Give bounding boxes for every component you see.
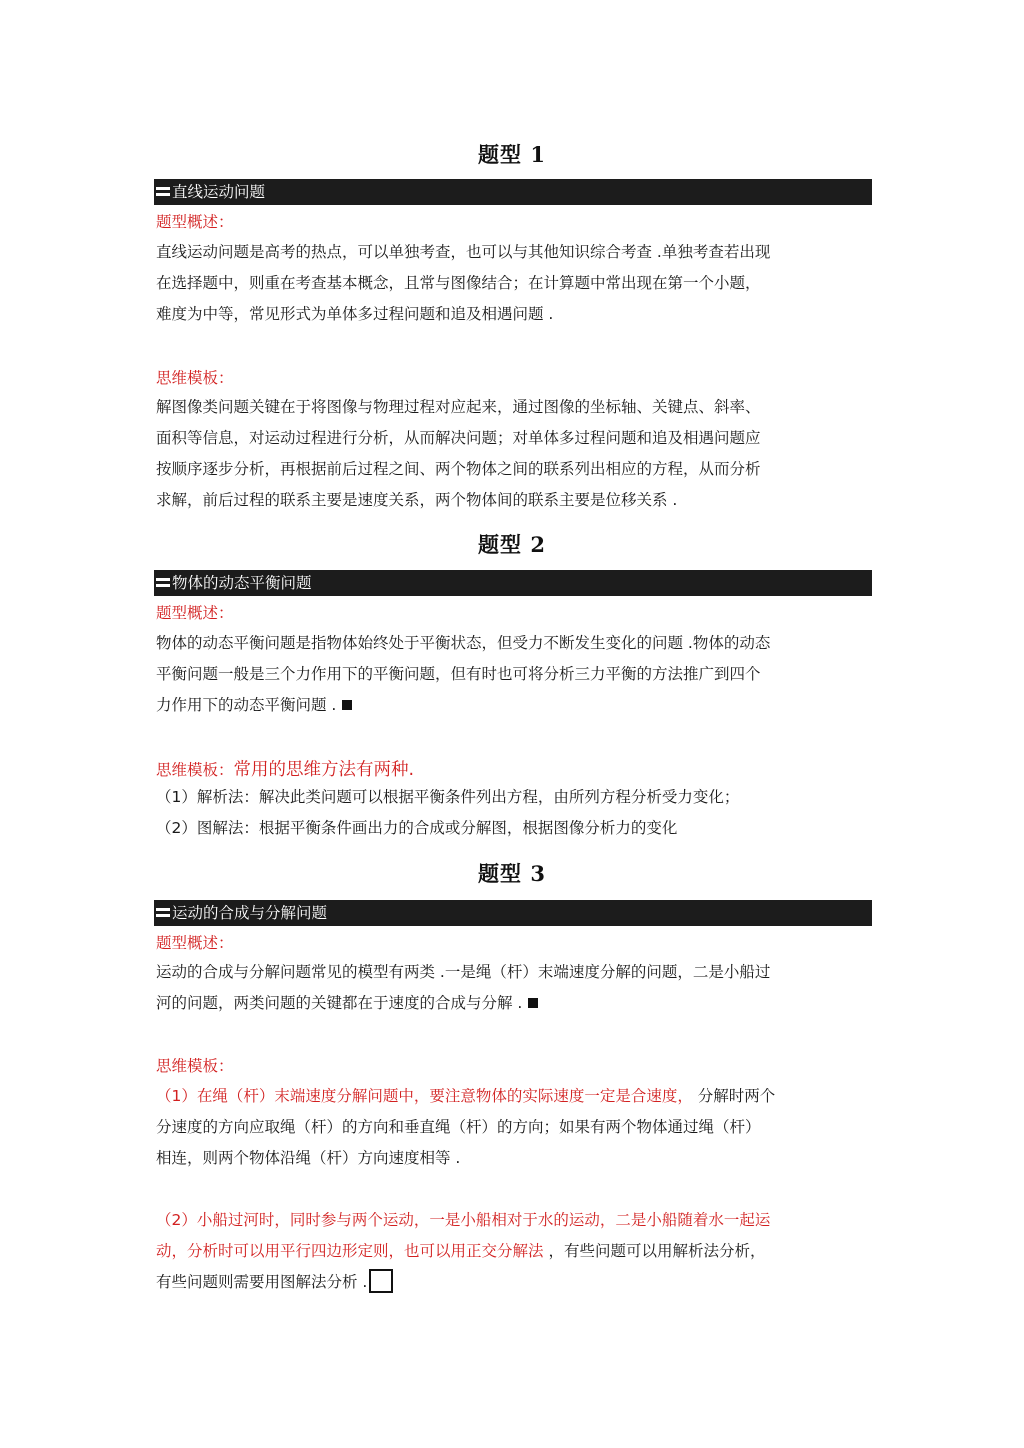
paragraph-line: 分速度的方向应取绳（杆）的方向和垂直绳（杆）的方向；如果有两个物体通过绳（杆）	[156, 1118, 761, 1136]
emphasis-text: 动，分析时可以用平行四边形定则，也可以用正交分解法	[156, 1242, 544, 1260]
section-3-template-p1	[156, 1081, 872, 1174]
section-2-template	[156, 782, 872, 844]
section-1-bar	[154, 179, 872, 205]
paragraph-line	[156, 690, 872, 721]
section-1-overview	[156, 237, 872, 330]
paragraph-line: 解图像类问题关键在于将图像与物理过程对应起来，通过图像的坐标轴、关键点、斜率、	[156, 398, 761, 416]
section-3-template-p2	[156, 1205, 872, 1298]
section-2-template-label-row	[156, 756, 414, 781]
paragraph-text: 力作用下的动态平衡问题 .	[156, 696, 337, 714]
section-2-template-label: 思维模板：	[156, 761, 234, 779]
section-2-overview	[156, 628, 872, 721]
paragraph-line	[156, 988, 872, 1019]
paragraph-text: ，有些问题可以用解析法分析，	[543, 1242, 766, 1260]
section-3-bar-label: 运动的合成与分解问题	[172, 904, 328, 922]
section-3-overview	[156, 957, 872, 1019]
section-1-overview-label: 题型概述：	[156, 213, 234, 231]
section-1-bar-label: 直线运动问题	[172, 183, 266, 201]
section-3-bar	[154, 900, 872, 926]
end-square-icon	[528, 998, 538, 1008]
emphasis-line: （2）小船过河时，同时参与两个运动，一是小船相对于水的运动，二是小船随着水一起运	[156, 1211, 771, 1229]
section-1-template-label: 思维模板：	[156, 369, 234, 387]
section-1-title: 题型 1	[478, 142, 546, 167]
section-2-title: 题型 2	[478, 532, 546, 557]
section-2-bar	[154, 570, 872, 596]
section-2-bar-label: 物体的动态平衡问题	[172, 574, 312, 592]
paragraph-line	[156, 1236, 872, 1267]
paragraph-line	[156, 1267, 872, 1298]
section-3-template-label: 思维模板：	[156, 1057, 234, 1075]
section-3-title: 题型 3	[478, 861, 546, 886]
paragraph-line: 求解，前后过程的联系主要是速度关系，两个物体间的联系主要是位移关系 .	[156, 491, 678, 509]
section-bar-icon	[156, 907, 170, 919]
paragraph-line: 直线运动问题是高考的热点，可以单独考查，也可以与其他知识综合考查 .单独考查若出现	[156, 243, 771, 261]
paragraph-line: 物体的动态平衡问题是指物体始终处于平衡状态，但受力不断发生变化的问题 .物体的动态	[156, 634, 771, 652]
paragraph-line: 平衡问题一般是三个力作用下的平衡问题，但有时也可将分析三力平衡的方法推广到四个	[156, 665, 761, 683]
end-square-icon	[342, 700, 352, 710]
section-2-overview-label: 题型概述：	[156, 604, 234, 622]
paragraph-line: 面积等信息，对运动过程进行分析，从而解决问题；对单体多过程问题和追及相遇问题应	[156, 429, 761, 447]
paragraph-line: （1）解析法：解决此类问题可以根据平衡条件列出方程，由所列方程分析受力变化；	[156, 788, 740, 806]
paragraph-line: （2）图解法：根据平衡条件画出力的合成或分解图，根据图像分析力的变化	[156, 819, 678, 837]
paragraph-line: 在选择题中，则重在考查基本概念，且常与图像结合；在计算题中常出现在第一个小题，	[156, 274, 761, 292]
paragraph-line: 按顺序逐步分析，再根据前后过程之间、两个物体之间的联系列出相应的方程，从而分析	[156, 460, 761, 478]
section-3-overview-label: 题型概述：	[156, 934, 234, 952]
paragraph-text: 有些问题则需要用图解法分析 .	[156, 1273, 368, 1291]
section-bar-icon	[156, 186, 170, 198]
section-bar-icon	[156, 577, 170, 589]
section-1-template	[156, 392, 872, 516]
paragraph-line	[156, 1081, 872, 1112]
emphasis-text: （1）在绳（杆）末端速度分解问题中，要注意物体的实际速度一定是合速度，	[156, 1087, 693, 1105]
paragraph-line: 相连，则两个物体沿绳（杆）方向速度相等 .	[156, 1149, 461, 1167]
paragraph-text: 分解时两个	[692, 1087, 776, 1105]
paragraph-line: 运动的合成与分解问题常见的模型有两类 .一是绳（杆）末端速度分解的问题，二是小船过	[156, 963, 771, 981]
section-2-template-lead: 常用的思维方法有两种.	[233, 760, 415, 780]
end-box-icon	[369, 1269, 393, 1293]
paragraph-text: 河的问题，两类问题的关键都在于速度的合成与分解 .	[156, 994, 523, 1012]
paragraph-line: 难度为中等，常见形式为单体多过程问题和追及相遇问题 .	[156, 305, 554, 323]
